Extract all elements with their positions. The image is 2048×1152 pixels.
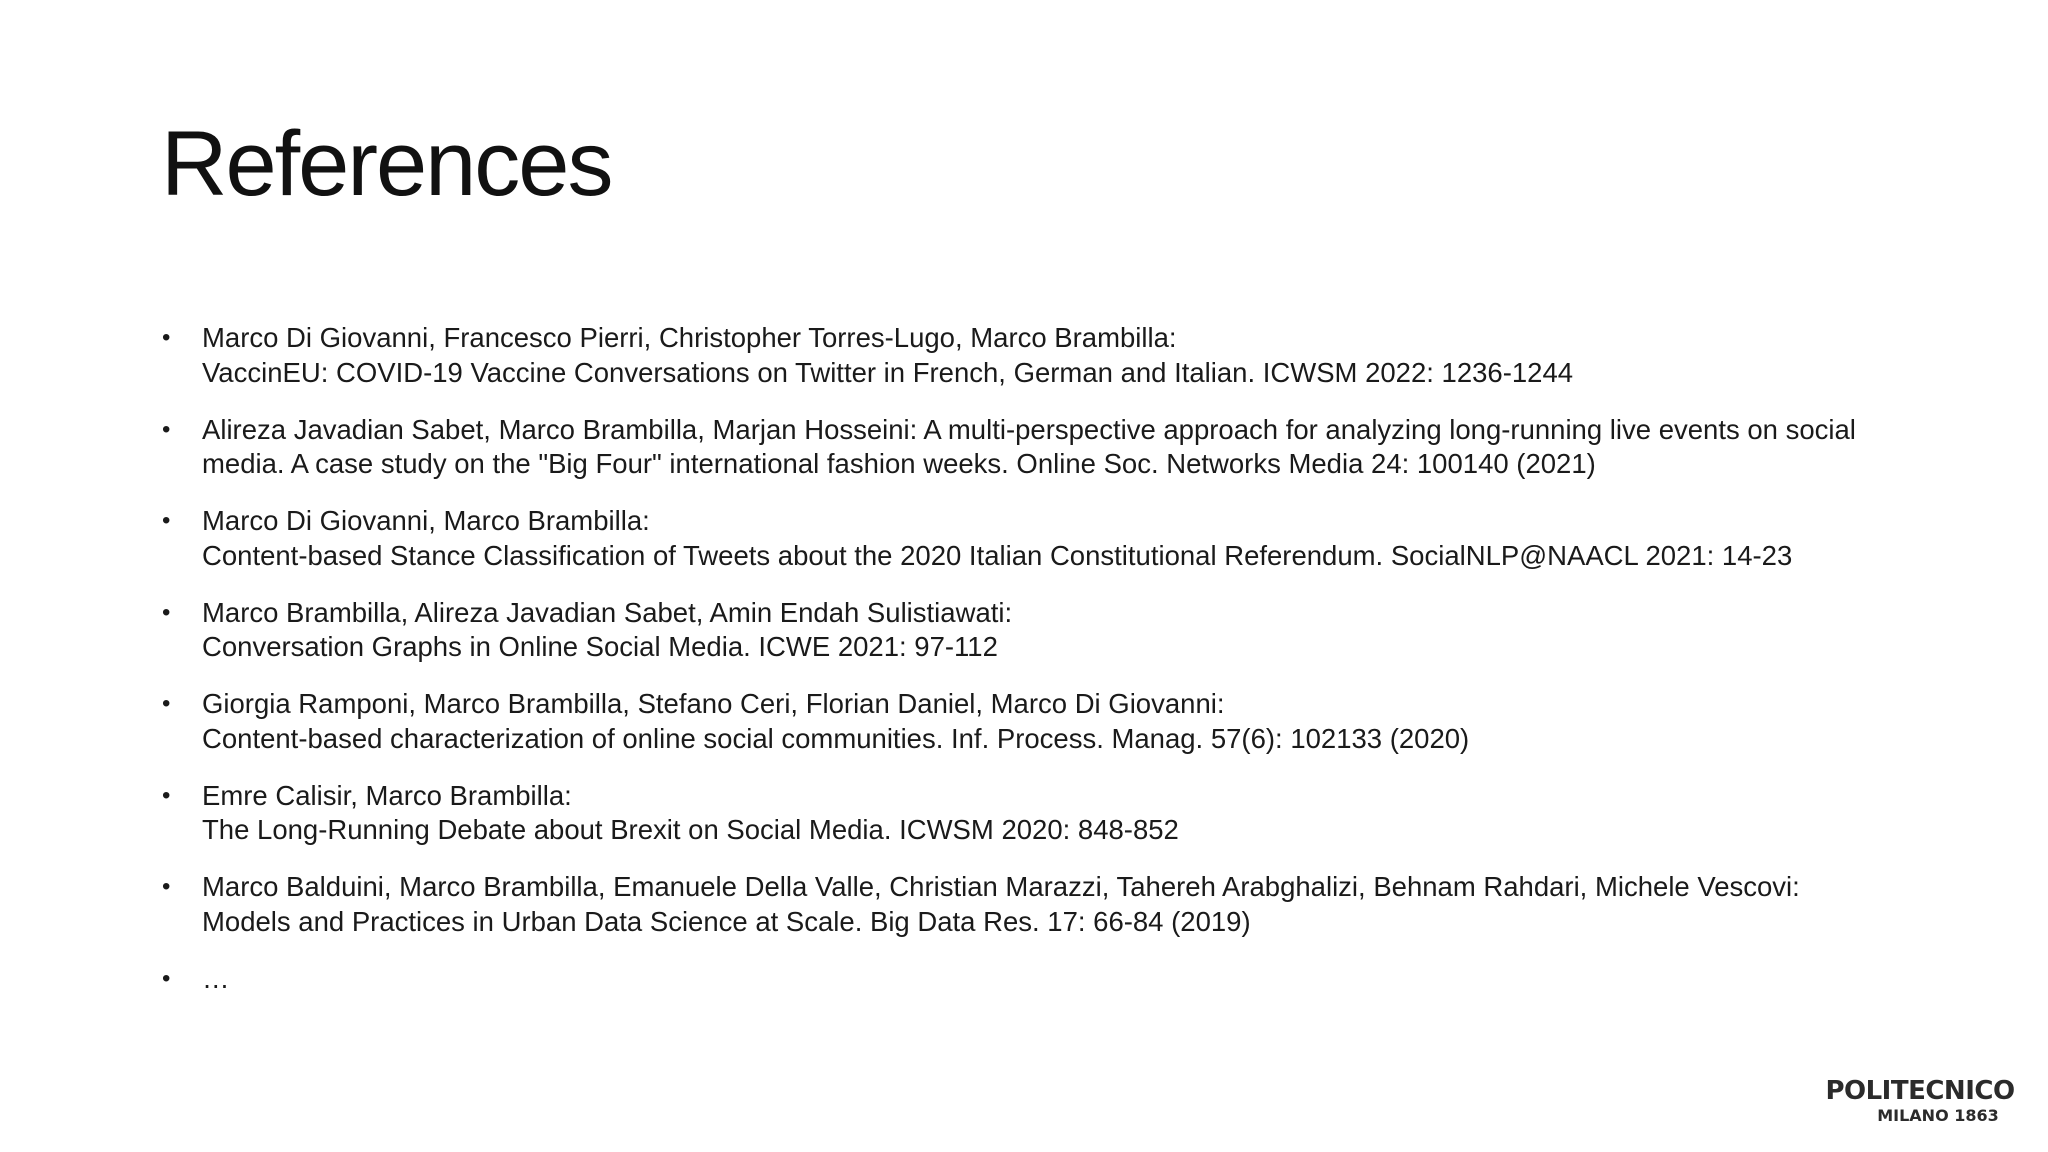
reference-authors: Marco Di Giovanni, Francesco Pierri, Christopher Torres-Lugo, Marco Brambilla: xyxy=(202,322,1177,353)
bullet: • xyxy=(162,415,171,443)
reference-title: Content-based characterization of online social communities. Inf. Process. Manag. 57(6): 102133 (2020) xyxy=(202,722,1470,754)
slide-title: References xyxy=(161,113,612,215)
logo-subtitle: MILANO 1863 xyxy=(1877,1106,1999,1125)
reference-authors: Alireza Javadian Sabet, Marco Brambilla, Marjan Hosseini: A multi-perspective approach for analyzing long-running live events on social xyxy=(202,413,1856,445)
bullet: • xyxy=(162,964,171,992)
reference-item xyxy=(158,321,1898,390)
reference-title: Content-based Stance Classification of Tweets about the 2020 Italian Constitutional Referendum. SocialNLP@NAACL 2021: 14-23 xyxy=(202,539,1793,571)
reference-authors: Marco Brambilla, Alireza Javadian Sabet, Amin Endah Sulistiawati: xyxy=(202,596,1013,628)
bullet: • xyxy=(162,690,171,717)
bullet: • xyxy=(162,598,171,626)
reference-item xyxy=(158,870,1898,939)
references-list xyxy=(158,321,1898,1019)
reference-authors: Marco Di Giovanni, Marco Brambilla: xyxy=(202,505,650,536)
reference-authors: Emre Calisir, Marco Brambilla: xyxy=(202,779,572,811)
reference-item xyxy=(158,504,1898,573)
reference-authors: Giorgia Ramponi, Marco Brambilla, Stefano Ceri, Florian Daniel, Marco Di Giovanni: xyxy=(202,688,1225,719)
reference-item xyxy=(158,779,1898,848)
reference-item xyxy=(158,596,1898,665)
reference-title: VaccinEU: COVID-19 Vaccine Conversations on Twitter in French, German and Italian. ICWSM 2022: 1236-1244 xyxy=(202,356,1574,388)
politecnico-logo xyxy=(1825,1076,2015,1126)
reference-title: media. A case study on the "Big Four" international fashion weeks. Online Soc. Networks Media 24: 100140 (2021) xyxy=(202,448,1596,479)
bullet: • xyxy=(162,781,171,809)
reference-authors: Marco Balduini, Marco Brambilla, Emanuele Della Valle, Christian Marazzi, Tahereh Arabghalizi, Behnam Rahdari, Michele Vescovi: xyxy=(202,871,1800,902)
reference-item-ellipsis xyxy=(158,962,1898,997)
bullet: • xyxy=(162,324,171,351)
reference-item xyxy=(158,413,1898,482)
reference-item xyxy=(158,687,1898,756)
bullet: • xyxy=(162,507,171,534)
reference-title: Conversation Graphs in Online Social Media. ICWE 2021: 97-112 xyxy=(202,631,998,662)
bullet: • xyxy=(162,873,171,900)
reference-title: The Long-Running Debate about Brexit on Social Media. ICWSM 2020: 848-852 xyxy=(202,814,1179,845)
ellipsis-text: … xyxy=(202,962,230,994)
logo-name: POLITECNICO xyxy=(1825,1076,2015,1106)
reference-title: Models and Practices in Urban Data Science at Scale. Big Data Res. 17: 66-84 (2019) xyxy=(202,905,1251,937)
